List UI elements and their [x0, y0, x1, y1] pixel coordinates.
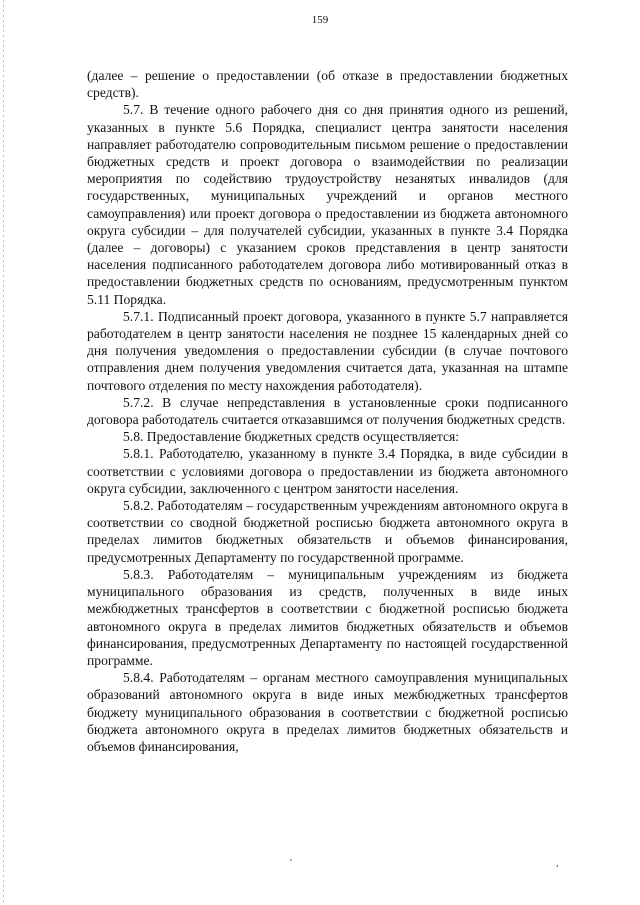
scan-speck: ' — [290, 858, 292, 869]
page-number: 159 — [311, 14, 329, 26]
document-body — [87, 67, 568, 755]
paragraph-5-8: 5.8. Предоставление бюджетных средств осуществляется: — [123, 429, 460, 445]
paragraph-5-8-4: 5.8.4. Работодателям – органам местного самоуправления муниципальных образований автономного округа в виде иных межбюджетных трансфертов бюджету муниципального образования в соответствии с бюджетной росписью бюджета автономного округа в пределах лимитов бюджетных обязательств и объемов финансирования, — [87, 670, 568, 754]
scan-edge — [3, 0, 4, 905]
paragraph-continuation: (далее – решение о предоставлении (об отказе в предоставлении бюджетных средств). — [87, 68, 568, 101]
paragraph-5-7: 5.7. В течение одного рабочего дня со дня принятия одного из решений, указанных в пункте 5.6 Порядка, специалист центра занятости населения направляет работодателю сопроводительным письмом решение о предоставлении бюджетных средств и проект договора о взаимодействии по реализации мероприятия по содействию трудоустройству незанятых инвалидов (для государственных, муниципальных учреждений и органов местного самоуправления) или проект договора о предоставлении из бюджета автономного округа субсидии – для получателей субсидии, указанных в пункте 3.4 Порядка (далее – договоры) с указанием сроков представления в центр занятости населения подписанного работодателем договора либо мотивированный отказ в предоставлении бюджетных средств по основаниям, предусмотренным пунктом 5.11 Порядка. — [87, 102, 568, 307]
paragraph-5-7-1: 5.7.1. Подписанный проект договора, указанного в пункте 5.7 направляется работодателем в центр занятости населения не позднее 15 календарных дней со дня получения уведомления о предоставлении субсидии (в случае почтового отправления днем получения уведомления считается дата, указанная на штампе почтового отделения по месту нахождения работодателя). — [87, 308, 568, 393]
paragraph-5-8-1: 5.8.1. Работодателю, указанному в пункте 3.4 Порядка, в виде субсидии в соответствии с условиями договора о предоставлении из бюджета автономного округа субсидии, заключенного с центром занятости населения. — [87, 446, 568, 496]
scan-speck: , — [556, 858, 559, 869]
paragraph-5-8-3: 5.8.3. Работодателям – муниципальным учреждениям из бюджета муниципального образования из средств, полученных в виде иных межбюджетных трансфертов в соответствии с бюджетной росписью бюджета автономного округа в пределах лимитов бюджетных обязательств и объемов финансирования, предусмотренных Департаменту по настоящей государственной программе. — [87, 566, 568, 668]
paragraph-5-8-2: 5.8.2. Работодателям – государственным учреждениям автономного округа в соответствии со сводной бюджетной росписью бюджета автономного округа в пределах лимитов бюджетных обязательств и объемов финансирования, предусмотренных Департаменту по государственной программе. — [87, 498, 568, 565]
paragraph-5-7-2: 5.7.2. В случае непредставления в установленные сроки подписанного договора работодатель считается отказавшимся от получения бюджетных средств. — [87, 394, 568, 428]
